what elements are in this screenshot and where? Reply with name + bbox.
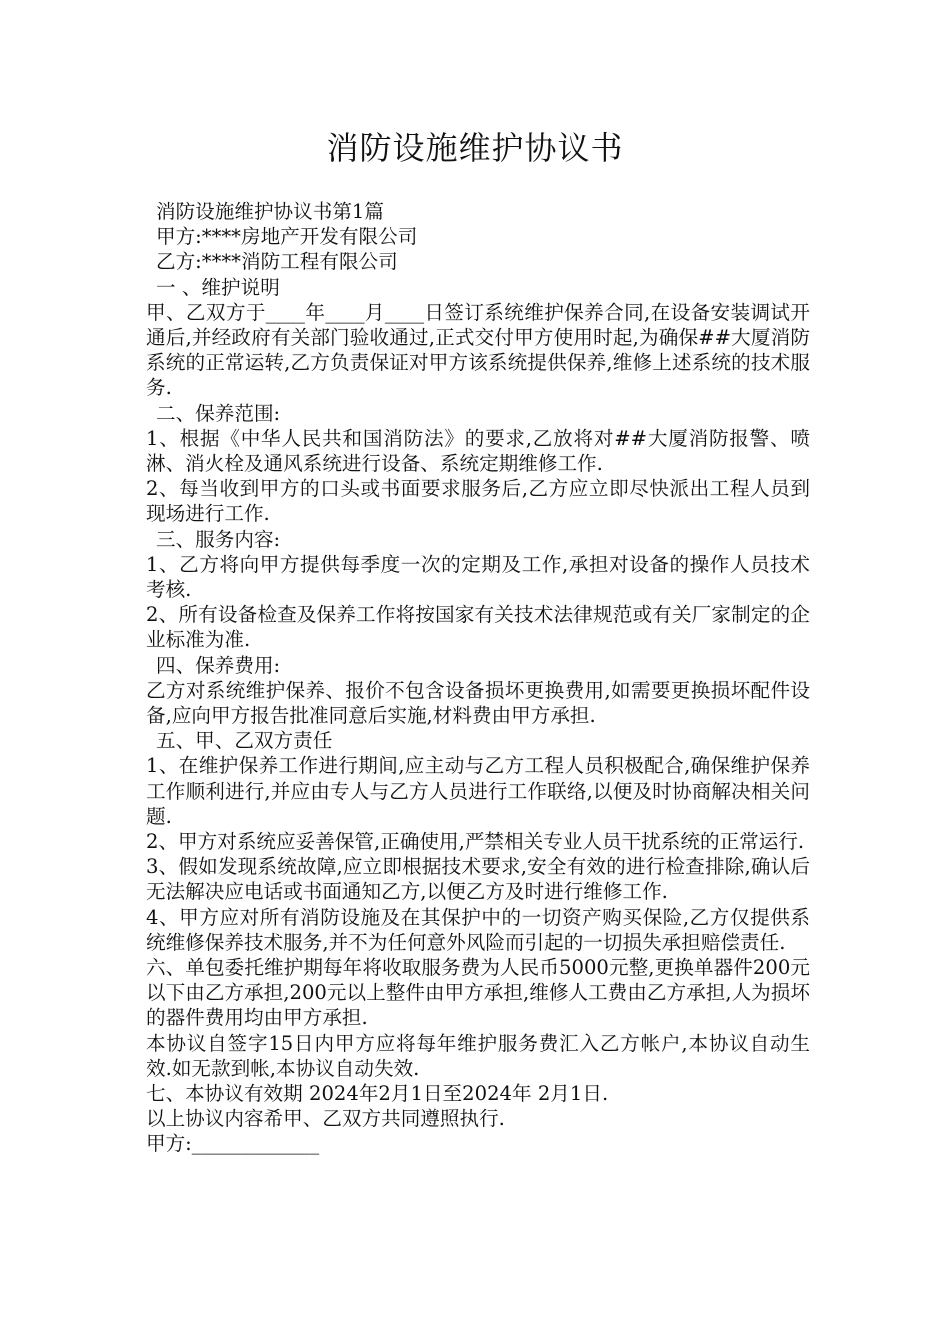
- document-subtitle: 消防设施维护协议书第1篇: [156, 200, 384, 223]
- section-heading-maintenance: 一 、维护说明: [156, 275, 280, 299]
- paragraph-validity-period: 七、本协议有效期 2024年2月1日至2024年 2月1日.: [146, 1082, 609, 1106]
- paragraph-scope-1: 1、根据《中华人民共和国消防法》的要求,乙放将对##大厦消防报警、喷淋、消火栓及通风系统进行设备、系统定期维修工作.: [146, 426, 810, 475]
- paragraph-responsibility-3: 3、假如发现系统故障,应立即根据技术要求,安全有效的进行检查排除,确认后无法解决应电话或书面通知乙方,以便乙方及时进行维修工作.: [146, 855, 810, 904]
- paragraph-responsibility-1: 1、在维护保养工作进行期间,应主动与乙方工程人员积极配合,确保维护保养工作顺利进行,并应由专人与乙方人员进行工作联络,以便及时协商解决相关问题.: [146, 754, 810, 828]
- paragraph-fees: 乙方对系统维护保养、报价不包含设备损坏更换费用,如需要更换损坏配件设备,应向甲方报告批准同意后实施,材料费由甲方承担.: [146, 678, 810, 727]
- document-title: 消防设施维护协议书: [326, 129, 624, 167]
- paragraph-responsibility-2: 2、甲方对系统应妥善保管,正确使用,严禁相关专业人员干扰系统的正常运行.: [146, 830, 805, 854]
- signature-line-party-a: 甲方:_____________: [146, 1132, 320, 1156]
- document-body: [146, 199, 810, 1157]
- paragraph-effectiveness: 本协议自签字15日内甲方应将每年维护服务费汇入乙方帐户,本协议自动生效.如无款到帐,本协议自动失效.: [146, 1031, 810, 1080]
- paragraph-responsibility-4: 4、甲方应对所有消防设施及在其保护中的一切资产购买保险,乙方仅提供系统维修保养技术服务,并不为任何意外风险而引起的一切损失承担赔偿责任.: [146, 905, 810, 954]
- section-heading-service: 三、服务内容:: [156, 527, 281, 551]
- section-heading-fees: 四、保养费用:: [156, 653, 281, 677]
- section-heading-responsibilities: 五、甲、乙双方责任: [156, 729, 333, 753]
- party-b-line: 乙方:****消防工程有限公司: [156, 250, 398, 274]
- paragraph-scope-2: 2、每当收到甲方的口头或书面要求服务后,乙方应立即尽快派出工程人员到现场进行工作.: [146, 477, 810, 526]
- paragraph-service-1: 1、乙方将向甲方提供每季度一次的定期及工作,承担对设备的操作人员技术考核.: [146, 552, 810, 601]
- party-a-line: 甲方:****房地产开发有限公司: [156, 225, 418, 249]
- paragraph-service-fee: 六、单包委托维护期每年将收取服务费为人民币5000元整,更换单器件200元以下由乙方承担,200元以上整件由甲方承担,维修人工费由乙方承担,人为损坏的器件费用均由甲方承担.: [146, 956, 810, 1030]
- paragraph-service-2: 2、所有设备检查及保养工作将按国家有关技术法律规范或有关厂家制定的企业标准为准.: [146, 603, 810, 652]
- section-heading-scope: 二、保养范围:: [156, 401, 281, 425]
- paragraph-compliance: 以上协议内容希甲、乙双方共同遵照执行.: [146, 1107, 505, 1131]
- paragraph-maintenance-description: 甲、乙双方于____年____月____日签订系统维护保养合同,在设备安装调试开通后,并经政府有关部门验收通过,正式交付甲方使用时起,为确保##大厦消防系统的正常运转,乙方负责保证对甲方该系统提供保养,维修上述系统的技术服务.: [146, 300, 810, 400]
